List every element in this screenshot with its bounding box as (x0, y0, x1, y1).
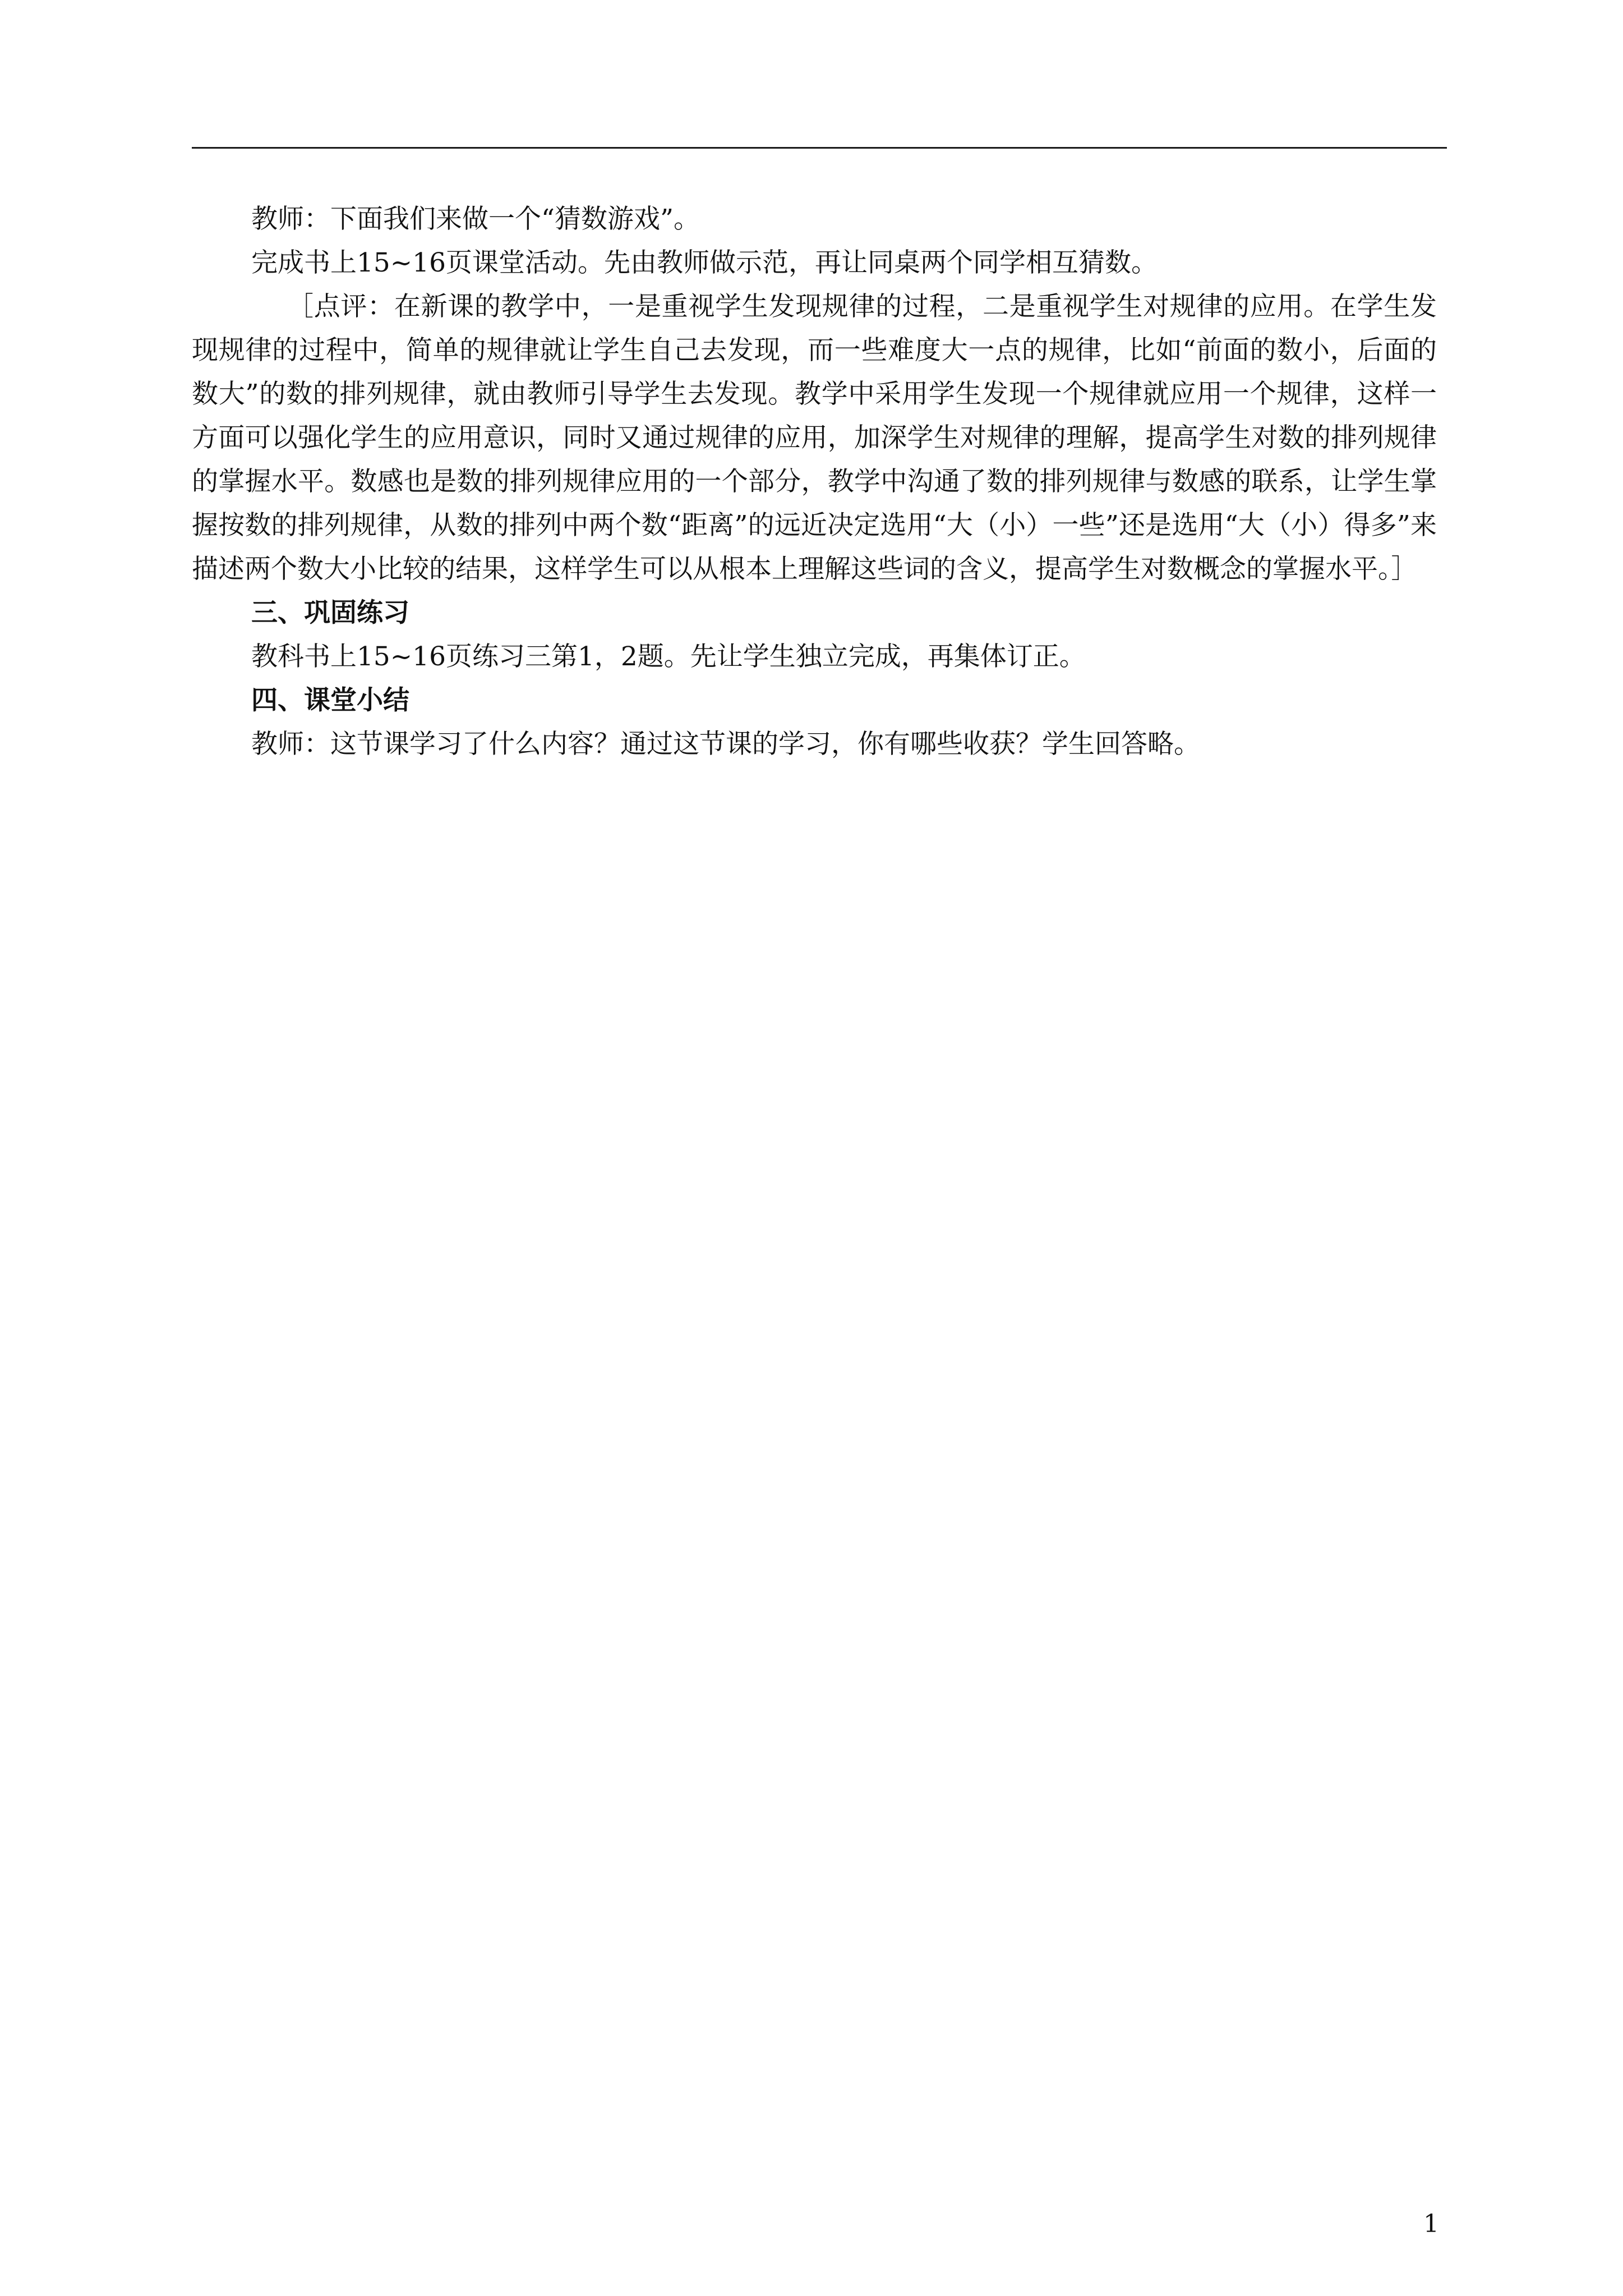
page-number: 1 (1423, 2210, 1439, 2238)
section-heading-summary: 四、课堂小结 (251, 685, 409, 716)
section-heading-consolidation: 三、巩固练习 (251, 597, 409, 628)
paragraph-exercises: 教科书上15~16页练习三第1，2题。先让学生独立完成，再集体订正。 (251, 641, 1086, 672)
comment-paragraph: ［点评：在新课的教学中，一是重视学生发现规律的过程，二是重视学生对规律的应用。在学生发现规律的过程中，简单的规律就让学生自己去发现，而一些难度大一点的规律，比如“前面的数小，后面的数大”的数的排列规律，就由教师引导学生去发现。教学中采用学生发现一个规律就应用一个规律，这样一方面可以强化学生的应用意识，同时又通过规律的应用，加深学生对规律的理解，提高学生对数的排列规律的掌握水平。数感也是数的排列规律应用的一个部分，教学中沟通了数的排列规律与数感的联系，让学生掌握按数的排列规律，从数的排列中两个数“距离”的远近决定选用“大（小）一些”还是选用“大（小）得多”来描述两个数大小比较的结果，这样学生可以从根本上理解这些词的含义，提高学生对数概念的掌握水平。］ (192, 291, 1437, 585)
paragraph-guess-game: 教师：下面我们来做一个“猜数游戏”。 (251, 204, 700, 234)
header-rule (192, 147, 1447, 149)
paragraph-class-activity: 完成书上15~16页课堂活动。先由教师做示范，再让同桌两个同学相互猜数。 (251, 247, 1158, 278)
document-body (192, 197, 1437, 766)
paragraph-summary: 教师：这节课学习了什么内容？通过这节课的学习，你有哪些收获？学生回答略。 (251, 729, 1200, 760)
